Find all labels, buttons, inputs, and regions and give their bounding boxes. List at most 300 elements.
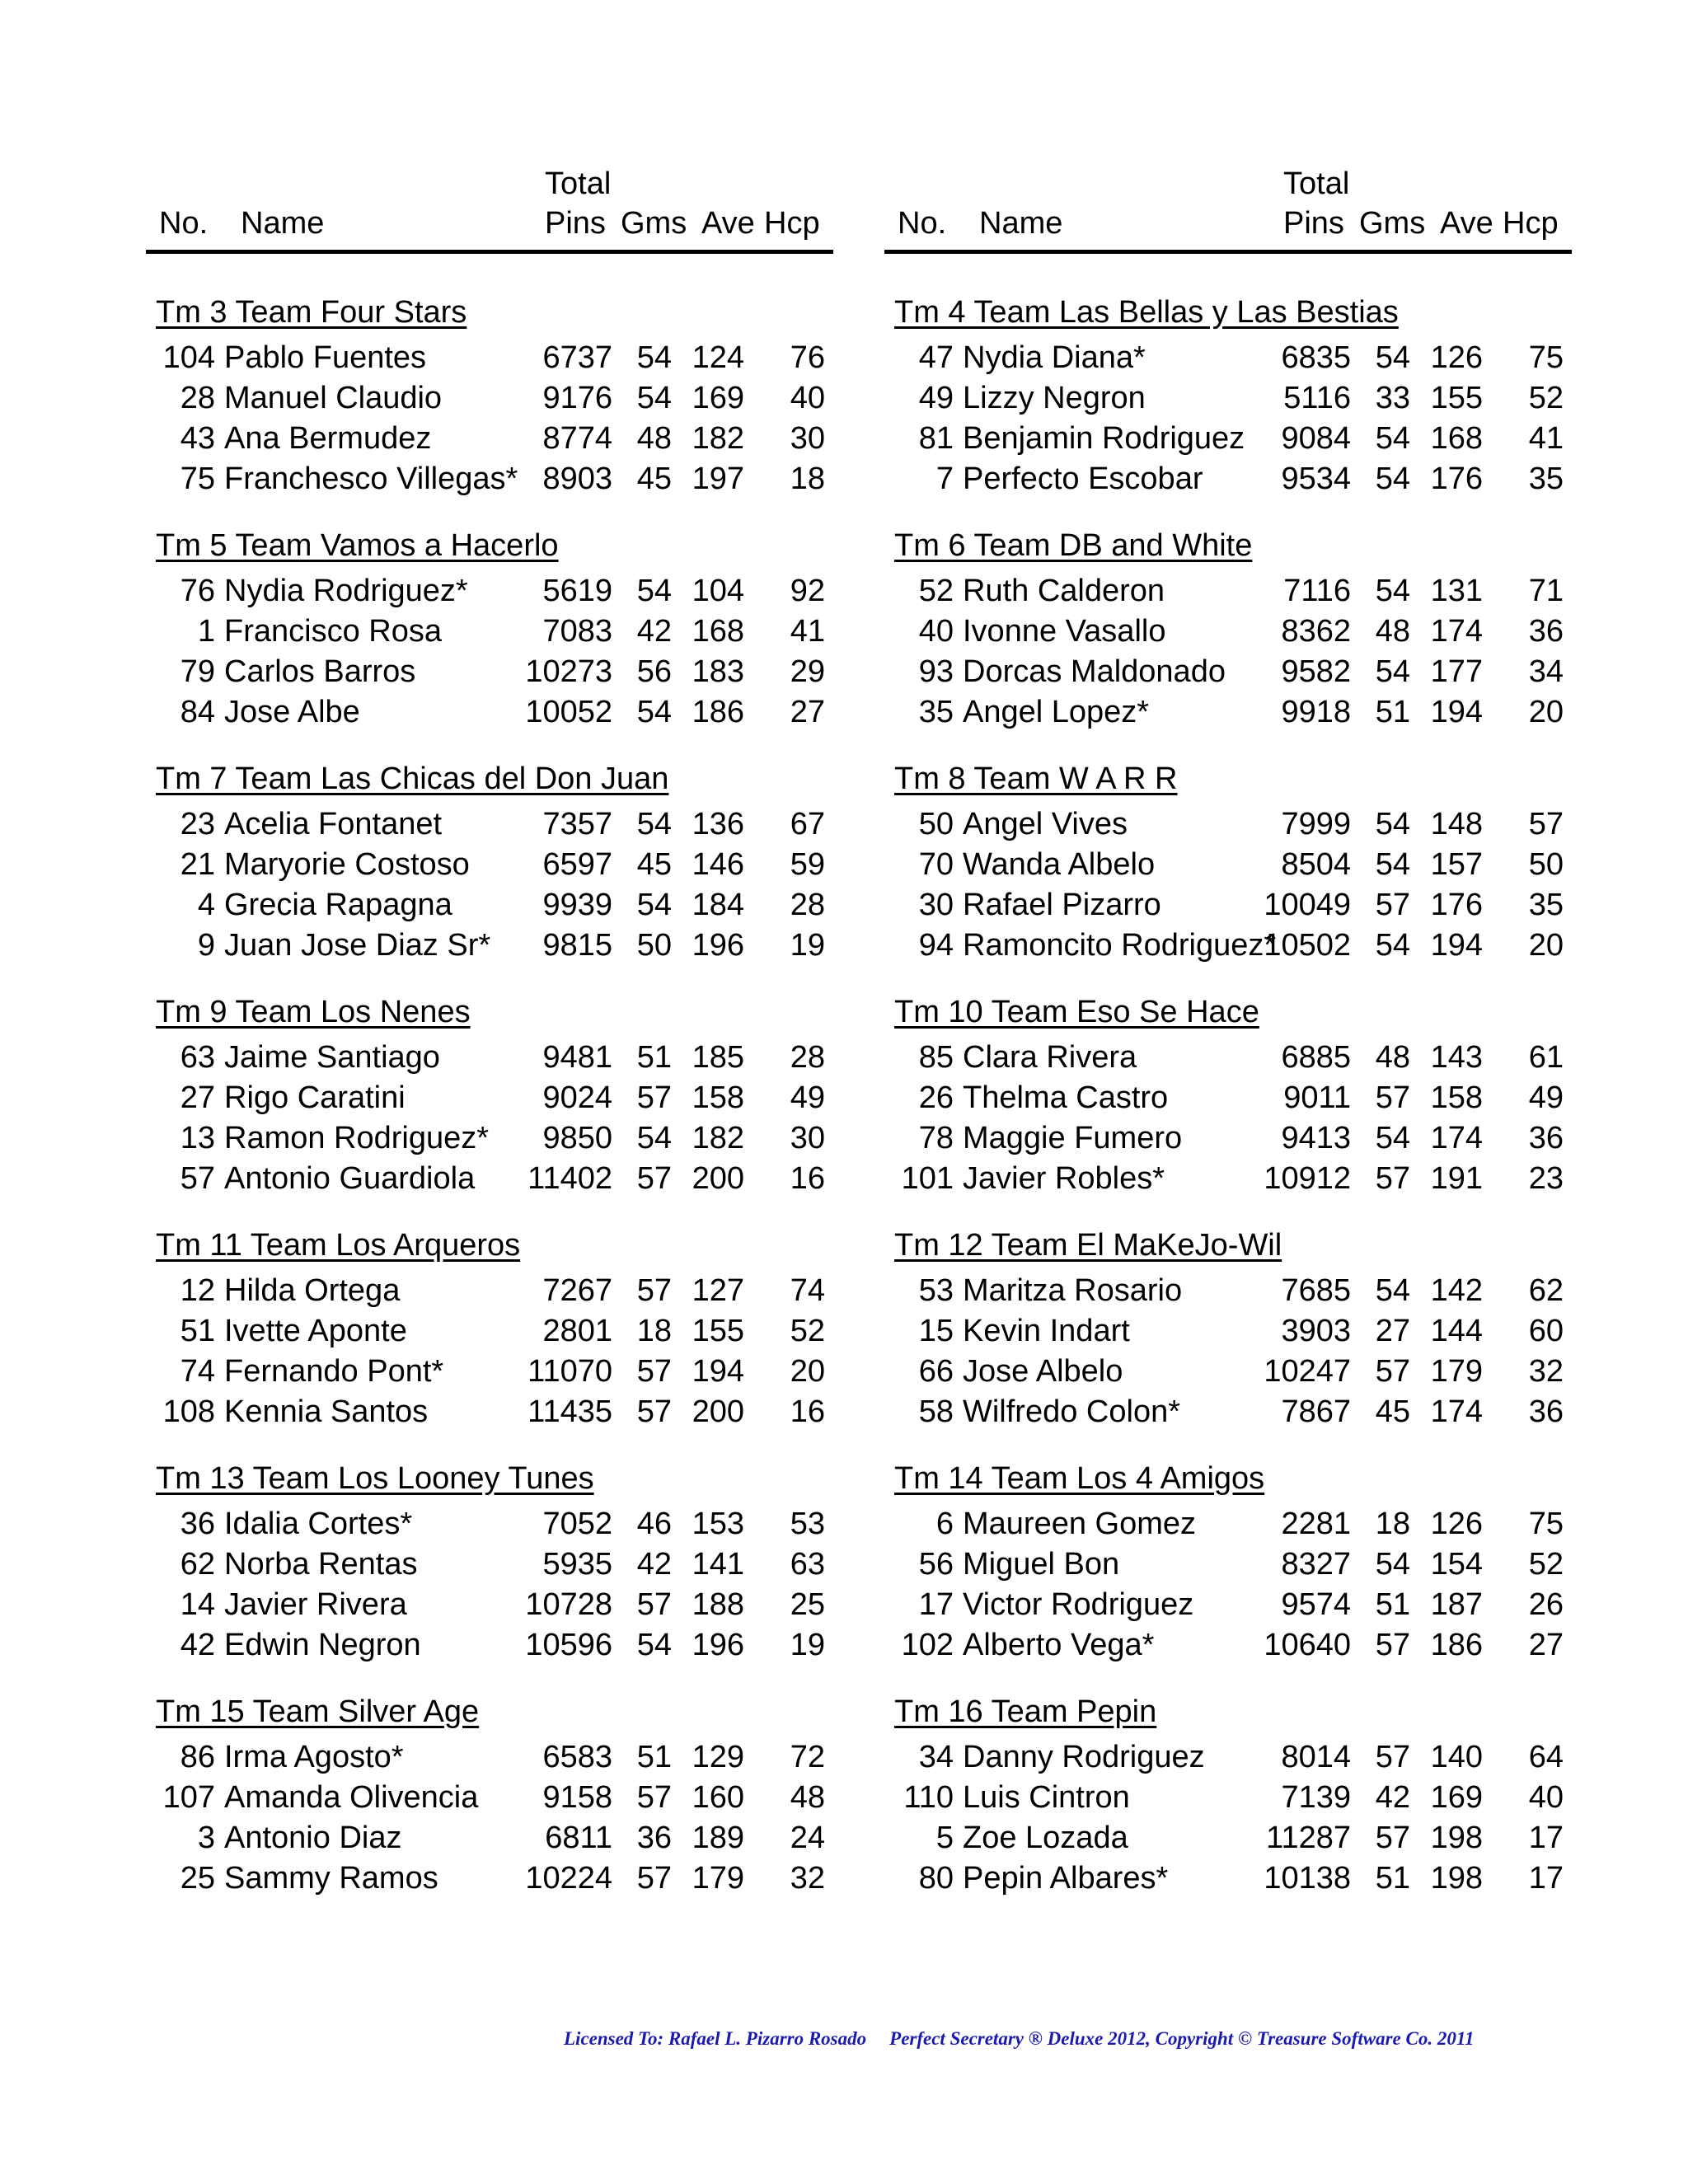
player-gms: 46 bbox=[636, 1507, 672, 1541]
player-ave: 155 bbox=[692, 1314, 744, 1348]
player-name: Sammy Ramos bbox=[224, 1861, 438, 1896]
team-title: Tm 15 Team Silver Age bbox=[156, 1694, 480, 1729]
player-no: 101 bbox=[901, 1161, 954, 1196]
player-ave: 185 bbox=[692, 1040, 744, 1075]
player-ave: 198 bbox=[1430, 1861, 1483, 1896]
player-ave: 189 bbox=[692, 1821, 744, 1855]
player-gms: 33 bbox=[1375, 381, 1410, 415]
player-no: 5 bbox=[935, 1821, 954, 1855]
player-pins: 10224 bbox=[525, 1861, 612, 1896]
player-name: Pablo Fuentes bbox=[224, 340, 427, 375]
player-row bbox=[156, 419, 833, 459]
player-row bbox=[894, 1737, 1572, 1778]
player-row bbox=[156, 1352, 833, 1392]
player-row bbox=[156, 926, 833, 966]
player-name: Grecia Rapagna bbox=[224, 888, 452, 922]
player-no: 110 bbox=[903, 1780, 954, 1815]
player-pins: 5116 bbox=[1283, 381, 1351, 415]
player-no: 63 bbox=[180, 1040, 215, 1075]
player-no: 86 bbox=[180, 1740, 215, 1774]
player-row bbox=[894, 1778, 1572, 1818]
player-gms: 54 bbox=[636, 695, 672, 729]
player-name: Nydia Diana* bbox=[963, 340, 1146, 375]
player-pins: 7083 bbox=[542, 614, 612, 649]
player-row bbox=[894, 1271, 1572, 1311]
player-pins: 6583 bbox=[542, 1740, 612, 1774]
player-no: 47 bbox=[918, 340, 954, 375]
player-row bbox=[894, 1118, 1572, 1159]
player-row bbox=[894, 652, 1572, 692]
player-ave: 127 bbox=[692, 1273, 744, 1308]
player-no: 1 bbox=[197, 614, 215, 649]
player-name: Antonio Diaz bbox=[224, 1821, 402, 1855]
header-gms: Gms bbox=[621, 206, 687, 241]
player-hcp: 16 bbox=[790, 1394, 825, 1429]
player-pins: 11402 bbox=[528, 1161, 612, 1196]
player-ave: 200 bbox=[692, 1394, 744, 1429]
player-hcp: 49 bbox=[1528, 1080, 1564, 1115]
player-pins: 6737 bbox=[542, 340, 612, 375]
player-gms: 42 bbox=[1375, 1780, 1410, 1815]
player-ave: 197 bbox=[692, 462, 744, 496]
player-gms: 57 bbox=[636, 1161, 672, 1196]
player-name: Perfecto Escobar bbox=[963, 462, 1203, 496]
player-no: 6 bbox=[935, 1507, 954, 1541]
player-ave: 186 bbox=[692, 695, 744, 729]
player-no: 56 bbox=[918, 1547, 954, 1582]
player-row bbox=[156, 845, 833, 885]
player-hcp: 52 bbox=[1528, 381, 1564, 415]
column-header bbox=[884, 165, 1572, 257]
player-gms: 42 bbox=[636, 1547, 672, 1582]
player-ave: 194 bbox=[1430, 695, 1483, 729]
team-title: Tm 3 Team Four Stars bbox=[156, 295, 467, 330]
player-ave: 184 bbox=[692, 888, 744, 922]
header-name: Name bbox=[979, 206, 1063, 241]
player-pins: 11435 bbox=[528, 1394, 612, 1429]
player-hcp: 40 bbox=[1528, 1780, 1564, 1815]
player-no: 104 bbox=[162, 340, 215, 375]
player-row bbox=[894, 612, 1572, 652]
player-ave: 126 bbox=[1430, 340, 1483, 375]
player-gms: 57 bbox=[1375, 1354, 1410, 1389]
player-pins: 9413 bbox=[1281, 1121, 1351, 1155]
player-name: Nydia Rodriguez* bbox=[224, 574, 468, 608]
player-hcp: 75 bbox=[1528, 340, 1564, 375]
player-name: Clara Rivera bbox=[963, 1040, 1137, 1075]
player-ave: 143 bbox=[1430, 1040, 1483, 1075]
player-no: 93 bbox=[918, 654, 954, 689]
player-no: 34 bbox=[918, 1740, 954, 1774]
copyright-text: Perfect Secretary ® Deluxe 2012, Copyright © Treasure Software Co. 2011 bbox=[889, 2028, 1475, 2049]
player-gms: 57 bbox=[636, 1080, 672, 1115]
player-name: Antonio Guardiola bbox=[224, 1161, 476, 1196]
player-name: Alberto Vega* bbox=[963, 1628, 1155, 1662]
header-ave: Ave bbox=[701, 206, 755, 241]
player-no: 28 bbox=[180, 381, 215, 415]
player-ave: 196 bbox=[692, 1628, 744, 1662]
player-row bbox=[894, 885, 1572, 926]
player-gms: 18 bbox=[1375, 1507, 1410, 1541]
player-name: Fernando Pont* bbox=[224, 1354, 444, 1389]
player-row bbox=[156, 1392, 833, 1432]
player-pins: 8362 bbox=[1281, 614, 1351, 649]
player-no: 84 bbox=[180, 695, 215, 729]
player-gms: 57 bbox=[1375, 1628, 1410, 1662]
player-row bbox=[156, 1118, 833, 1159]
player-gms: 54 bbox=[1375, 1547, 1410, 1582]
player-name: Ana Bermudez bbox=[224, 421, 432, 456]
player-hcp: 36 bbox=[1528, 1394, 1564, 1429]
player-gms: 57 bbox=[1375, 1161, 1410, 1196]
player-gms: 48 bbox=[1375, 1040, 1410, 1075]
header-gms: Gms bbox=[1359, 206, 1426, 241]
player-pins: 9158 bbox=[542, 1780, 612, 1815]
player-hcp: 57 bbox=[1528, 807, 1564, 841]
player-gms: 54 bbox=[1375, 1121, 1410, 1155]
player-name: Danny Rodriguez bbox=[963, 1740, 1205, 1774]
player-hcp: 28 bbox=[790, 1040, 825, 1075]
player-hcp: 49 bbox=[790, 1080, 825, 1115]
player-ave: 187 bbox=[1430, 1587, 1483, 1622]
header-rule bbox=[146, 250, 833, 254]
player-pins: 5935 bbox=[542, 1547, 612, 1582]
player-ave: 174 bbox=[1430, 614, 1483, 649]
player-no: 7 bbox=[935, 462, 954, 496]
player-no: 50 bbox=[918, 807, 954, 841]
player-gms: 51 bbox=[1375, 1861, 1410, 1896]
player-row bbox=[156, 1038, 833, 1078]
player-ave: 136 bbox=[692, 807, 744, 841]
player-pins: 6885 bbox=[1281, 1040, 1351, 1075]
player-hcp: 50 bbox=[1528, 847, 1564, 882]
player-no: 79 bbox=[180, 654, 215, 689]
player-no: 75 bbox=[180, 462, 215, 496]
player-hcp: 60 bbox=[1528, 1314, 1564, 1348]
player-ave: 104 bbox=[692, 574, 744, 608]
player-row bbox=[156, 612, 833, 652]
player-pins: 9176 bbox=[542, 381, 612, 415]
player-gms: 51 bbox=[636, 1740, 672, 1774]
column-header bbox=[146, 165, 833, 257]
player-gms: 51 bbox=[1375, 1587, 1410, 1622]
player-name: Angel Lopez* bbox=[963, 695, 1150, 729]
player-pins: 6835 bbox=[1281, 340, 1351, 375]
player-no: 43 bbox=[180, 421, 215, 456]
player-gms: 45 bbox=[636, 847, 672, 882]
player-ave: 200 bbox=[692, 1161, 744, 1196]
player-hcp: 41 bbox=[1528, 421, 1564, 456]
player-ave: 174 bbox=[1430, 1394, 1483, 1429]
player-hcp: 59 bbox=[790, 847, 825, 882]
player-name: Wilfredo Colon* bbox=[963, 1394, 1180, 1429]
player-name: Kennia Santos bbox=[224, 1394, 429, 1429]
player-no: 53 bbox=[918, 1273, 954, 1308]
team-title: Tm 11 Team Los Arqueros bbox=[156, 1228, 521, 1263]
player-row bbox=[156, 571, 833, 612]
player-hcp: 76 bbox=[790, 340, 825, 375]
player-gms: 54 bbox=[636, 574, 672, 608]
player-name: Jose Albe bbox=[224, 695, 360, 729]
player-row bbox=[156, 1271, 833, 1311]
player-no: 51 bbox=[180, 1314, 215, 1348]
player-pins: 7116 bbox=[1283, 574, 1351, 608]
player-hcp: 18 bbox=[790, 462, 825, 496]
player-pins: 10052 bbox=[525, 695, 612, 729]
player-hcp: 19 bbox=[790, 928, 825, 963]
player-no: 23 bbox=[180, 807, 215, 841]
player-no: 40 bbox=[918, 614, 954, 649]
player-gms: 57 bbox=[1375, 888, 1410, 922]
player-ave: 144 bbox=[1430, 1314, 1483, 1348]
player-gms: 45 bbox=[636, 462, 672, 496]
player-hcp: 71 bbox=[1528, 574, 1564, 608]
header-hcp: Hcp bbox=[1503, 206, 1559, 241]
player-row bbox=[894, 571, 1572, 612]
player-pins: 9850 bbox=[542, 1121, 612, 1155]
player-pins: 9024 bbox=[542, 1080, 612, 1115]
player-gms: 54 bbox=[1375, 847, 1410, 882]
player-pins: 2801 bbox=[542, 1314, 612, 1348]
player-no: 25 bbox=[180, 1861, 215, 1896]
player-row bbox=[156, 338, 833, 378]
player-hcp: 32 bbox=[790, 1861, 825, 1896]
player-hcp: 72 bbox=[790, 1740, 825, 1774]
player-name: Maureen Gomez bbox=[963, 1507, 1197, 1541]
player-name: Javier Robles* bbox=[963, 1161, 1165, 1196]
player-row bbox=[156, 1159, 833, 1199]
player-no: 17 bbox=[918, 1587, 954, 1622]
player-ave: 124 bbox=[692, 340, 744, 375]
player-row bbox=[156, 804, 833, 845]
player-gms: 57 bbox=[1375, 1080, 1410, 1115]
player-gms: 57 bbox=[1375, 1821, 1410, 1855]
player-ave: 158 bbox=[1430, 1080, 1483, 1115]
player-row bbox=[156, 1858, 833, 1899]
player-gms: 54 bbox=[636, 807, 672, 841]
player-pins: 9939 bbox=[542, 888, 612, 922]
player-gms: 36 bbox=[636, 1821, 672, 1855]
player-gms: 54 bbox=[636, 381, 672, 415]
player-gms: 54 bbox=[1375, 462, 1410, 496]
player-no: 52 bbox=[918, 574, 954, 608]
player-row bbox=[894, 845, 1572, 885]
player-row bbox=[894, 1818, 1572, 1858]
player-ave: 168 bbox=[692, 614, 744, 649]
player-ave: 158 bbox=[692, 1080, 744, 1115]
team-title: Tm 12 Team El MaKeJo-Wil bbox=[894, 1228, 1282, 1263]
player-row bbox=[156, 1504, 833, 1544]
player-gms: 54 bbox=[1375, 574, 1410, 608]
player-name: Jaime Santiago bbox=[224, 1040, 440, 1075]
player-hcp: 48 bbox=[790, 1780, 825, 1815]
player-ave: 194 bbox=[1430, 928, 1483, 963]
player-ave: 131 bbox=[1430, 574, 1483, 608]
player-ave: 129 bbox=[692, 1740, 744, 1774]
player-row bbox=[894, 338, 1572, 378]
player-ave: 169 bbox=[1430, 1780, 1483, 1815]
player-row bbox=[894, 378, 1572, 419]
player-no: 80 bbox=[918, 1861, 954, 1896]
player-no: 15 bbox=[918, 1314, 954, 1348]
player-gms: 54 bbox=[1375, 654, 1410, 689]
player-name: Franchesco Villegas* bbox=[224, 462, 518, 496]
player-name: Ivette Aponte bbox=[224, 1314, 407, 1348]
player-ave: 141 bbox=[692, 1547, 744, 1582]
player-ave: 183 bbox=[692, 654, 744, 689]
player-ave: 168 bbox=[1430, 421, 1483, 456]
player-gms: 57 bbox=[1375, 1740, 1410, 1774]
player-pins: 6597 bbox=[542, 847, 612, 882]
player-name: Thelma Castro bbox=[963, 1080, 1169, 1115]
player-ave: 154 bbox=[1430, 1547, 1483, 1582]
team-title: Tm 9 Team Los Nenes bbox=[156, 995, 471, 1029]
player-no: 27 bbox=[180, 1080, 215, 1115]
player-name: Maggie Fumero bbox=[963, 1121, 1183, 1155]
player-no: 30 bbox=[918, 888, 954, 922]
team-title: Tm 16 Team Pepin bbox=[894, 1694, 1157, 1729]
player-hcp: 23 bbox=[1528, 1161, 1564, 1196]
player-row bbox=[894, 1392, 1572, 1432]
player-pins: 10596 bbox=[525, 1628, 612, 1662]
player-hcp: 41 bbox=[790, 614, 825, 649]
player-row bbox=[894, 1585, 1572, 1625]
player-pins: 10049 bbox=[1264, 888, 1351, 922]
player-pins: 9481 bbox=[542, 1040, 612, 1075]
player-ave: 140 bbox=[1430, 1740, 1483, 1774]
player-pins: 9574 bbox=[1281, 1587, 1351, 1622]
player-no: 108 bbox=[162, 1394, 215, 1429]
player-hcp: 63 bbox=[790, 1547, 825, 1582]
player-hcp: 52 bbox=[790, 1314, 825, 1348]
player-no: 21 bbox=[180, 847, 215, 882]
header-total: Total bbox=[545, 166, 612, 201]
player-no: 74 bbox=[180, 1354, 215, 1389]
player-no: 49 bbox=[918, 381, 954, 415]
player-no: 81 bbox=[918, 421, 954, 456]
player-ave: 194 bbox=[692, 1354, 744, 1389]
team-title: Tm 6 Team DB and White bbox=[894, 528, 1253, 563]
player-name: Edwin Negron bbox=[224, 1628, 421, 1662]
player-pins: 6811 bbox=[545, 1821, 612, 1855]
player-row bbox=[894, 1159, 1572, 1199]
player-row bbox=[894, 804, 1572, 845]
player-gms: 54 bbox=[636, 340, 672, 375]
player-row bbox=[894, 1311, 1572, 1352]
team-title: Tm 5 Team Vamos a Hacerlo bbox=[156, 528, 559, 563]
player-row bbox=[156, 459, 833, 499]
left-column bbox=[146, 0, 833, 1978]
player-pins: 10273 bbox=[525, 654, 612, 689]
player-no: 26 bbox=[918, 1080, 954, 1115]
player-name: Kevin Indart bbox=[963, 1314, 1130, 1348]
player-row bbox=[894, 926, 1572, 966]
player-hcp: 36 bbox=[1528, 1121, 1564, 1155]
player-no: 107 bbox=[162, 1780, 215, 1815]
player-ave: 182 bbox=[692, 421, 744, 456]
player-pins: 7267 bbox=[542, 1273, 612, 1308]
player-row bbox=[894, 459, 1572, 499]
player-ave: 126 bbox=[1430, 1507, 1483, 1541]
player-pins: 7867 bbox=[1281, 1394, 1351, 1429]
player-pins: 11287 bbox=[1266, 1821, 1351, 1855]
player-no: 66 bbox=[918, 1354, 954, 1389]
player-name: Miguel Bon bbox=[963, 1547, 1120, 1582]
player-gms: 51 bbox=[636, 1040, 672, 1075]
player-pins: 5619 bbox=[542, 574, 612, 608]
player-row bbox=[156, 692, 833, 733]
player-ave: 142 bbox=[1430, 1273, 1483, 1308]
player-hcp: 67 bbox=[790, 807, 825, 841]
player-gms: 42 bbox=[636, 614, 672, 649]
license-footer bbox=[564, 2027, 1578, 2051]
player-name: Ramoncito Rodriguez* bbox=[963, 928, 1277, 963]
player-ave: 176 bbox=[1430, 888, 1483, 922]
player-name: Rafael Pizarro bbox=[963, 888, 1161, 922]
player-ave: 157 bbox=[1430, 847, 1483, 882]
player-name: Irma Agosto* bbox=[224, 1740, 404, 1774]
player-ave: 174 bbox=[1430, 1121, 1483, 1155]
player-row bbox=[894, 1352, 1572, 1392]
player-hcp: 64 bbox=[1528, 1740, 1564, 1774]
player-hcp: 36 bbox=[1528, 614, 1564, 649]
player-ave: 160 bbox=[692, 1780, 744, 1815]
player-gms: 54 bbox=[636, 1121, 672, 1155]
team-title: Tm 8 Team W A R R bbox=[894, 762, 1178, 796]
player-row bbox=[156, 378, 833, 419]
player-ave: 198 bbox=[1430, 1821, 1483, 1855]
player-row bbox=[894, 419, 1572, 459]
player-ave: 179 bbox=[692, 1861, 744, 1896]
player-gms: 57 bbox=[636, 1780, 672, 1815]
player-row bbox=[156, 1585, 833, 1625]
player-ave: 146 bbox=[692, 847, 744, 882]
player-gms: 45 bbox=[1375, 1394, 1410, 1429]
player-hcp: 20 bbox=[1528, 928, 1564, 963]
player-row bbox=[894, 1078, 1572, 1118]
header-name: Name bbox=[241, 206, 325, 241]
player-pins: 10728 bbox=[525, 1587, 612, 1622]
player-name: Ramon Rodriguez* bbox=[224, 1121, 490, 1155]
player-pins: 9815 bbox=[542, 928, 612, 963]
player-hcp: 92 bbox=[790, 574, 825, 608]
player-hcp: 52 bbox=[1528, 1547, 1564, 1582]
header-rule bbox=[884, 250, 1572, 254]
player-ave: 155 bbox=[1430, 381, 1483, 415]
player-row bbox=[156, 1737, 833, 1778]
player-pins: 2281 bbox=[1281, 1507, 1351, 1541]
player-gms: 48 bbox=[1375, 614, 1410, 649]
player-name: Lizzy Negron bbox=[963, 381, 1146, 415]
player-hcp: 28 bbox=[790, 888, 825, 922]
player-gms: 54 bbox=[1375, 340, 1410, 375]
player-pins: 9918 bbox=[1281, 695, 1351, 729]
player-row bbox=[894, 1625, 1572, 1666]
player-ave: 176 bbox=[1430, 462, 1483, 496]
player-hcp: 61 bbox=[1528, 1040, 1564, 1075]
player-gms: 54 bbox=[1375, 928, 1410, 963]
player-gms: 51 bbox=[1375, 695, 1410, 729]
player-name: Javier Rivera bbox=[224, 1587, 407, 1622]
player-gms: 57 bbox=[636, 1394, 672, 1429]
license-text: Licensed To: Rafael L. Pizarro Rosado bbox=[564, 2028, 867, 2049]
player-pins: 7139 bbox=[1281, 1780, 1351, 1815]
player-name: Hilda Ortega bbox=[224, 1273, 401, 1308]
player-pins: 9011 bbox=[1283, 1080, 1351, 1115]
player-gms: 57 bbox=[636, 1354, 672, 1389]
team-title: Tm 13 Team Los Looney Tunes bbox=[156, 1461, 594, 1496]
player-row bbox=[156, 1778, 833, 1818]
